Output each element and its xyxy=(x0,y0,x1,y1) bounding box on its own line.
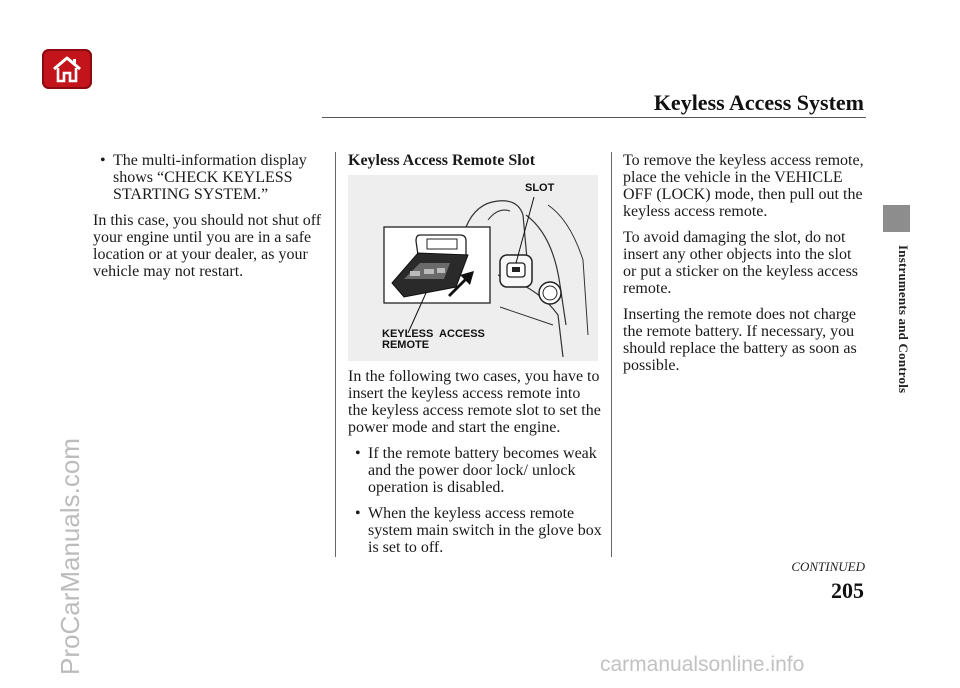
home-button[interactable] xyxy=(42,49,92,89)
column-divider-2 xyxy=(611,152,612,557)
continued-label: CONTINUED xyxy=(791,559,865,574)
subsection-heading: Keyless Access Remote Slot xyxy=(348,152,536,169)
watermark-bottom: carmanualsonline.info xyxy=(600,653,805,676)
section-title: Keyless Access System xyxy=(653,90,864,115)
bullet-item: • If the remote battery becomes weak and the power door lock/ unlock operation is disabled. xyxy=(348,445,603,496)
chapter-tab-marker xyxy=(883,205,910,232)
paragraph: To avoid damaging the slot, do not insert any other objects into the slot or put a sticker on the keyless access remote. xyxy=(623,229,859,297)
middle-column xyxy=(348,152,603,565)
left-column xyxy=(93,152,328,289)
paragraph: In this case, you should not shut off your engine until you are in a safe location or at your dealer, as your vehicle may not restart. xyxy=(93,212,322,280)
figure-label-remote xyxy=(382,329,485,351)
figure-label-remote-line1: KEYLESS ACCESS xyxy=(382,328,485,340)
chapter-tab-label: Instruments and Controls xyxy=(896,245,911,394)
paragraph: Inserting the remote does not charge the remote battery. If necessary, you should replace the battery as soon as possible. xyxy=(623,306,857,374)
page-number: 205 xyxy=(831,578,864,603)
paragraph: In the following two cases, you have to insert the keyless access remote into the keyless access remote slot to set the power mode and start the engine. xyxy=(348,368,601,436)
bullet-item: • When the keyless access remote system main switch in the glove box is set to off. xyxy=(348,505,603,556)
home-icon xyxy=(50,54,84,84)
bullet-item: • The multi-information display shows “CHECK KEYLESS STARTING SYSTEM.” xyxy=(93,152,328,203)
paragraph: To remove the keyless access remote, place the vehicle in the VEHICLE OFF (LOCK) mode, then pull out the keyless access remote. xyxy=(623,152,864,220)
header-divider xyxy=(322,117,866,118)
right-column xyxy=(623,152,868,383)
slot-illustration xyxy=(348,175,598,361)
watermark-left: ProCarManuals.com xyxy=(55,438,85,675)
figure-label-slot: SLOT xyxy=(525,182,555,194)
column-divider-1 xyxy=(335,152,336,557)
figure-label-remote-line2: REMOTE xyxy=(382,339,430,351)
